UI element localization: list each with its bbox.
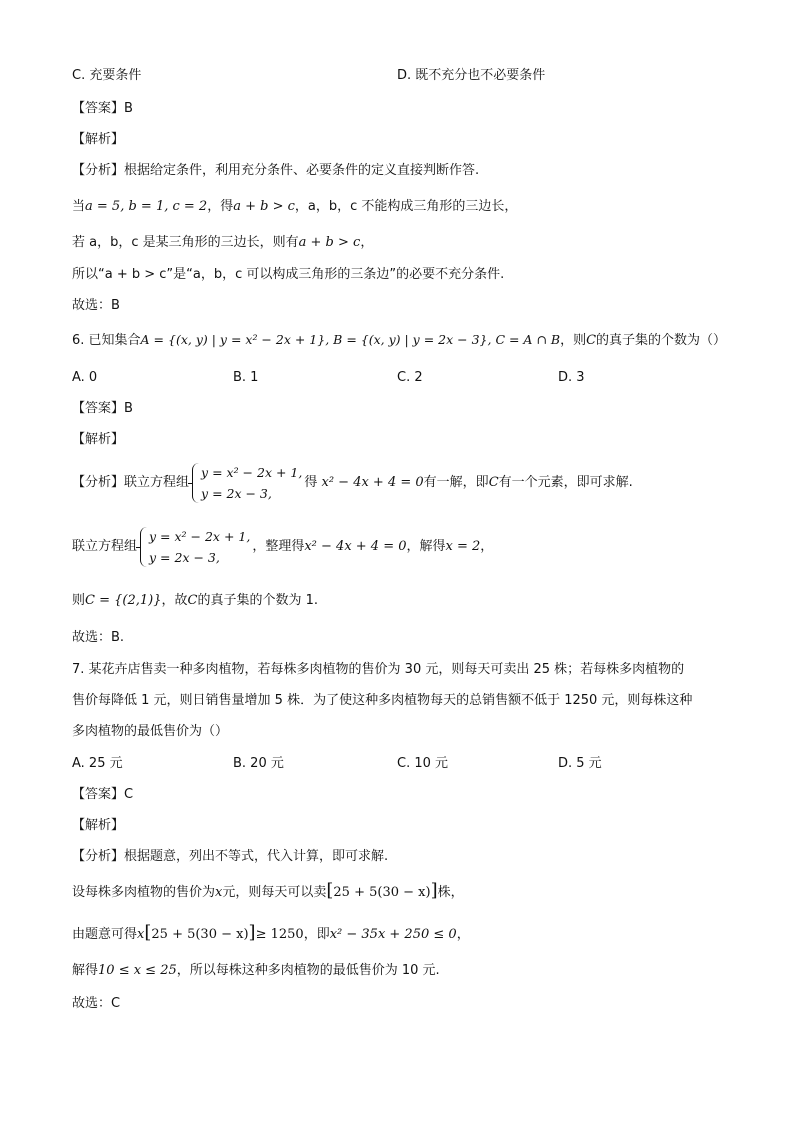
text: ，a，b，c 不能构成三角形的三边长， bbox=[294, 199, 518, 214]
q5-option-d: D. 既不充分也不必要条件 bbox=[397, 68, 546, 83]
math: x bbox=[137, 927, 145, 942]
math: a + b > c bbox=[298, 235, 361, 250]
q7-option-a: A. 25 元 bbox=[72, 756, 123, 771]
text: 当 bbox=[72, 199, 86, 214]
text: ，即 bbox=[303, 927, 330, 942]
text: 则 bbox=[72, 593, 86, 608]
text: 得 bbox=[304, 475, 318, 490]
math: C bbox=[187, 593, 198, 608]
equation-system bbox=[191, 462, 302, 504]
q7-stem-line-1: 7. 某花卉店售卖一种多肉植物，若每株多肉植物的售价为 30 元，则每天可卖出 25 株；若每株多肉植物的 bbox=[72, 662, 685, 677]
q7-stem-line-3: 多肉植物的最低售价为（） bbox=[72, 724, 229, 739]
math: C bbox=[586, 333, 597, 348]
text: ， bbox=[456, 927, 470, 942]
math: x bbox=[215, 885, 223, 900]
bracket-close: ] bbox=[430, 880, 438, 901]
q6-option-c: C. 2 bbox=[397, 370, 423, 385]
text: ， bbox=[360, 235, 374, 250]
q6-answer: 【答案】B bbox=[72, 401, 133, 416]
q6-stem bbox=[72, 331, 726, 350]
q6-option-b: B. 1 bbox=[233, 370, 259, 385]
text: ，则 bbox=[560, 333, 587, 348]
q6-solution-line-1 bbox=[72, 526, 493, 568]
math: 25 + 5(30 − x) bbox=[151, 927, 249, 942]
text: 6. 已知集合 bbox=[72, 333, 141, 348]
q7-stem-line-2: 售价每降低 1 元，则日销售量增加 5 株．为了使这种多肉植物每天的总销售额不低于 1250 元，则每株这种 bbox=[72, 693, 693, 708]
text: ，整理得 bbox=[252, 539, 305, 554]
q7-option-c: C. 10 元 bbox=[397, 756, 449, 771]
text: 解得 bbox=[72, 963, 99, 978]
q5-answer: 【答案】B bbox=[72, 101, 133, 116]
math: A = {(x, y) | y = x² − 2x + 1}, B = {(x, y) | y = 2x − 3}, C = A ∩ B bbox=[140, 332, 561, 347]
q7-answer: 【答案】C bbox=[72, 787, 134, 802]
fenxi-tag: 【分析】 bbox=[72, 163, 125, 178]
equation: y = 2x − 3, bbox=[149, 550, 220, 565]
text: 若 a，b，c 是某三角形的三边长，则有 bbox=[72, 235, 299, 250]
fenxi-text: 根据给定条件，利用充分条件、必要条件的定义直接判断作答. bbox=[124, 163, 480, 178]
q6-choose: 故选：B. bbox=[72, 630, 125, 645]
q7-choose: 故选：C bbox=[72, 996, 121, 1011]
text: ，故 bbox=[161, 593, 188, 608]
math: a + b > c bbox=[233, 199, 295, 214]
text: ，解得 bbox=[406, 539, 446, 554]
math: C bbox=[488, 475, 499, 490]
bracket-open: [ bbox=[144, 922, 152, 943]
math: x = 2 bbox=[445, 539, 481, 554]
text: 设每株多肉植物的售价为 bbox=[72, 885, 216, 900]
text: 有一解，即 bbox=[423, 475, 489, 490]
q5-solution-line-2 bbox=[72, 234, 373, 252]
q7-solution-line-2 bbox=[72, 924, 470, 944]
equation: y = x² − 2x + 1, bbox=[149, 529, 251, 544]
text: 株， bbox=[437, 885, 464, 900]
math: x² − 4x + 4 = 0 bbox=[304, 539, 407, 554]
math: 10 ≤ x ≤ 25 bbox=[98, 963, 177, 978]
text: 有一个元素，即可求解. bbox=[498, 475, 633, 490]
text: ， bbox=[480, 539, 494, 554]
q5-fenxi bbox=[72, 162, 479, 180]
q6-option-d: D. 3 bbox=[558, 370, 585, 385]
text: 联立方程组 bbox=[72, 539, 138, 554]
q7-solution-line-1 bbox=[72, 882, 464, 902]
text: 的真子集的个数为 1. bbox=[197, 593, 318, 608]
text: 联立方程组 bbox=[124, 475, 190, 490]
q5-solution-line-1 bbox=[72, 198, 517, 216]
math: x² − 4x + 4 = 0 bbox=[321, 475, 424, 490]
text: 的真子集的个数为（） bbox=[596, 333, 727, 348]
math: 25 + 5(30 − x) bbox=[333, 885, 431, 900]
q7-option-d: D. 5 元 bbox=[558, 756, 602, 771]
math: C = {(2,1)} bbox=[85, 593, 162, 608]
q5-analysis-heading: 【解析】 bbox=[72, 132, 125, 147]
text: 元，则每天可以卖 bbox=[222, 885, 327, 900]
math: x² − 35x + 250 ≤ 0 bbox=[329, 927, 457, 942]
equation-system bbox=[139, 526, 250, 568]
q5-solution-line-3: 所以“a + b > c”是“a，b，c 可以构成三角形的三条边”的必要不充分条件. bbox=[72, 267, 505, 282]
fenxi-tag: 【分析】 bbox=[72, 849, 125, 864]
text: ，所以每株这种多肉植物的最低售价为 10 元. bbox=[176, 963, 440, 978]
q7-solution-line-3 bbox=[72, 962, 440, 980]
math: a = 5, b = 1, c = 2 bbox=[85, 199, 208, 214]
math: ≥ 1250 bbox=[255, 927, 304, 942]
bracket-close: ] bbox=[248, 922, 256, 943]
q6-option-a: A. 0 bbox=[72, 370, 98, 385]
bracket-open: [ bbox=[326, 880, 334, 901]
q6-fenxi bbox=[72, 462, 633, 504]
equation: y = 2x − 3, bbox=[201, 486, 272, 501]
q7-option-b: B. 20 元 bbox=[233, 756, 284, 771]
equation: y = x² − 2x + 1, bbox=[201, 465, 303, 480]
q7-analysis-heading: 【解析】 bbox=[72, 818, 125, 833]
fenxi-tag: 【分析】 bbox=[72, 475, 125, 490]
q5-choose: 故选：B bbox=[72, 298, 120, 313]
q6-solution-line-2 bbox=[72, 592, 318, 610]
q5-option-c: C. 充要条件 bbox=[72, 68, 142, 83]
text: 由题意可得 bbox=[72, 927, 138, 942]
fenxi-text: 根据题意，列出不等式，代入计算，即可求解. bbox=[124, 849, 389, 864]
q6-analysis-heading: 【解析】 bbox=[72, 432, 125, 447]
text: ，得 bbox=[207, 199, 234, 214]
q7-fenxi bbox=[72, 848, 388, 866]
